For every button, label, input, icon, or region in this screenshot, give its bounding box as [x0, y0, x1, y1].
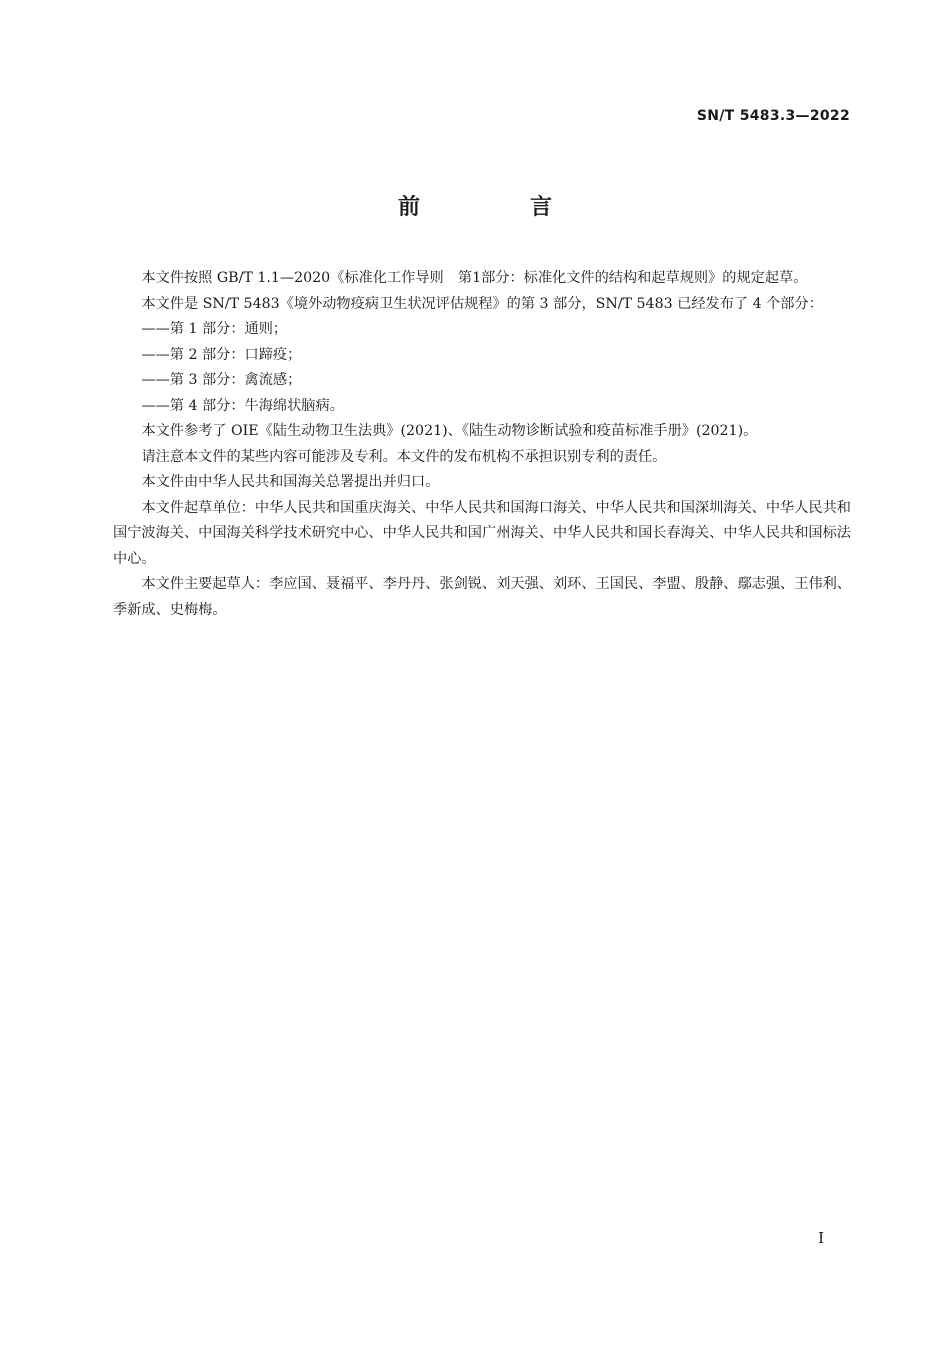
foreword-body — [113, 266, 851, 623]
page-title: 前 言 — [397, 195, 596, 220]
paragraph-proposer: 本文件由中华人民共和国海关总署提出并归口。 — [141, 474, 440, 490]
paragraph-patent-notice: 请注意本文件的某些内容可能涉及专利。本文件的发布机构不承担识别专利的责任。 — [141, 448, 667, 465]
paragraph-references: 本文件参考了 OIE《陆生动物卫生法典》(2021)、《陆生动物诊断试验和疫苗标准手册》(2021)。 — [141, 423, 758, 439]
list-item-part-1: ——第 1 部分：通则； — [141, 321, 288, 337]
paragraph-series-info: 本文件是 SN/T 5483《境外动物疫病卫生状况评估规程》的第 3 部分，SN/T 5483 已经发布了 4 个部分： — [141, 295, 823, 312]
standard-code: SN/T 5483.3—2022 — [696, 108, 850, 124]
paragraph-drafting-units: 本文件起草单位：中华人民共和国重庆海关、中华人民共和国海口海关、中华人民共和国深圳海关、中华人民共和国宁波海关、中国海关科学技术研究中心、中华人民共和国广州海关、中华人民共和国长春海关、中华人民共和国标法中心。 — [113, 499, 851, 567]
paragraph-drafting-rules: 本文件按照 GB/T 1.1—2020《标准化工作导则 第1部分：标准化文件的结构和起草规则》的规定起草。 — [141, 270, 808, 286]
list-item-part-4: ——第 4 部分：牛海绵状脑病。 — [141, 397, 344, 414]
page-number: I — [818, 1229, 824, 1247]
paragraph-drafters: 本文件主要起草人：李应国、聂福平、李丹丹、张剑锐、刘天强、刘环、王国民、李盟、殷静、鄢志强、王伟利、季新成、史梅梅。 — [113, 576, 851, 618]
list-item-part-3: ——第 3 部分：禽流感； — [141, 372, 302, 388]
list-item-part-2: ——第 2 部分：口蹄疫； — [141, 346, 302, 363]
